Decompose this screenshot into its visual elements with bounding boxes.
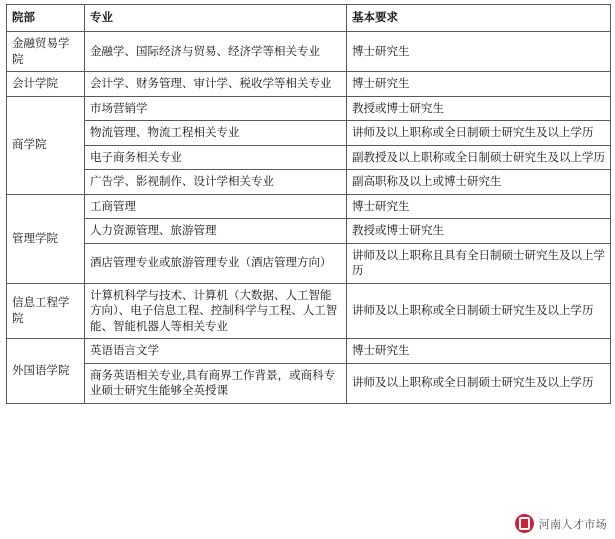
cell-requirement: 讲师及以上职称或全日制硕士研究生及以上学历 [347,121,611,146]
table-body [7,32,611,404]
cell-requirement: 教授或博士研究生 [347,219,611,244]
table-row [7,283,611,339]
cell-major: 金融学、国际经济与贸易、经济学等相关专业 [85,32,347,72]
cell-major: 市场营销学 [85,96,347,121]
table-row [7,96,611,121]
cell-requirement: 博士研究生 [347,339,611,364]
cell-major: 物流管理、物流工程相关专业 [85,121,347,146]
cell-department: 会计学院 [7,72,85,97]
cell-requirement: 讲师及以上职称或全日制硕士研究生及以上学历 [347,283,611,339]
cell-major: 电子商务相关专业 [85,145,347,170]
cell-major: 会计学、财务管理、审计学、税收学等相关专业 [85,72,347,97]
cell-major: 英语语言文学 [85,339,347,364]
column-header-requirement: 基本要求 [347,5,611,32]
cell-department: 商学院 [7,96,85,194]
table-row [7,219,611,244]
cell-requirement: 副教授及以上职称或全日制硕士研究生及以上学历 [347,145,611,170]
table-row [7,243,611,283]
table-row [7,170,611,195]
cell-major: 广告学、影视制作、设计学相关专业 [85,170,347,195]
cell-department: 外国语学院 [7,339,85,404]
recruitment-requirements-table [6,4,611,404]
table-row [7,121,611,146]
cell-major: 工商管理 [85,194,347,219]
cell-requirement: 副高职称及以上或博士研究生 [347,170,611,195]
book-logo-icon [515,514,534,533]
cell-requirement: 博士研究生 [347,32,611,72]
column-header-department: 院部 [7,5,85,32]
cell-major: 计算机科学与技术、计算机（大数据、人工智能方向）、电子信息工程、控制科学与工程、人工智能、智能机器人等相关专业 [85,283,347,339]
cell-major: 人力资源管理、旅游管理 [85,219,347,244]
table-row [7,339,611,364]
cell-major: 商务英语相关专业,具有商界工作背景，或商科专业硕士研究生能够全英授课 [85,363,347,403]
requirements-sheet [6,4,610,404]
table-row [7,32,611,72]
cell-department: 管理学院 [7,194,85,283]
table-row [7,363,611,403]
table-row [7,194,611,219]
table-row [7,145,611,170]
cell-major: 酒店管理专业或旅游管理专业（酒店管理方向） [85,243,347,283]
cell-requirement: 博士研究生 [347,194,611,219]
cell-requirement: 教授或博士研究生 [347,96,611,121]
watermark-label: 河南人才市场 [538,517,607,531]
cell-requirement: 讲师及以上职称或全日制硕士研究生及以上学历 [347,363,611,403]
cell-department: 金融贸易学院 [7,32,85,72]
cell-department: 信息工程学院 [7,283,85,339]
table-header-row [7,5,611,32]
column-header-major: 专业 [85,5,347,32]
cell-requirement: 博士研究生 [347,72,611,97]
table-row [7,72,611,97]
cell-requirement: 讲师及以上职称且具有全日制硕士研究生及以上学历 [347,243,611,283]
table-head [7,5,611,32]
watermark [515,514,607,533]
